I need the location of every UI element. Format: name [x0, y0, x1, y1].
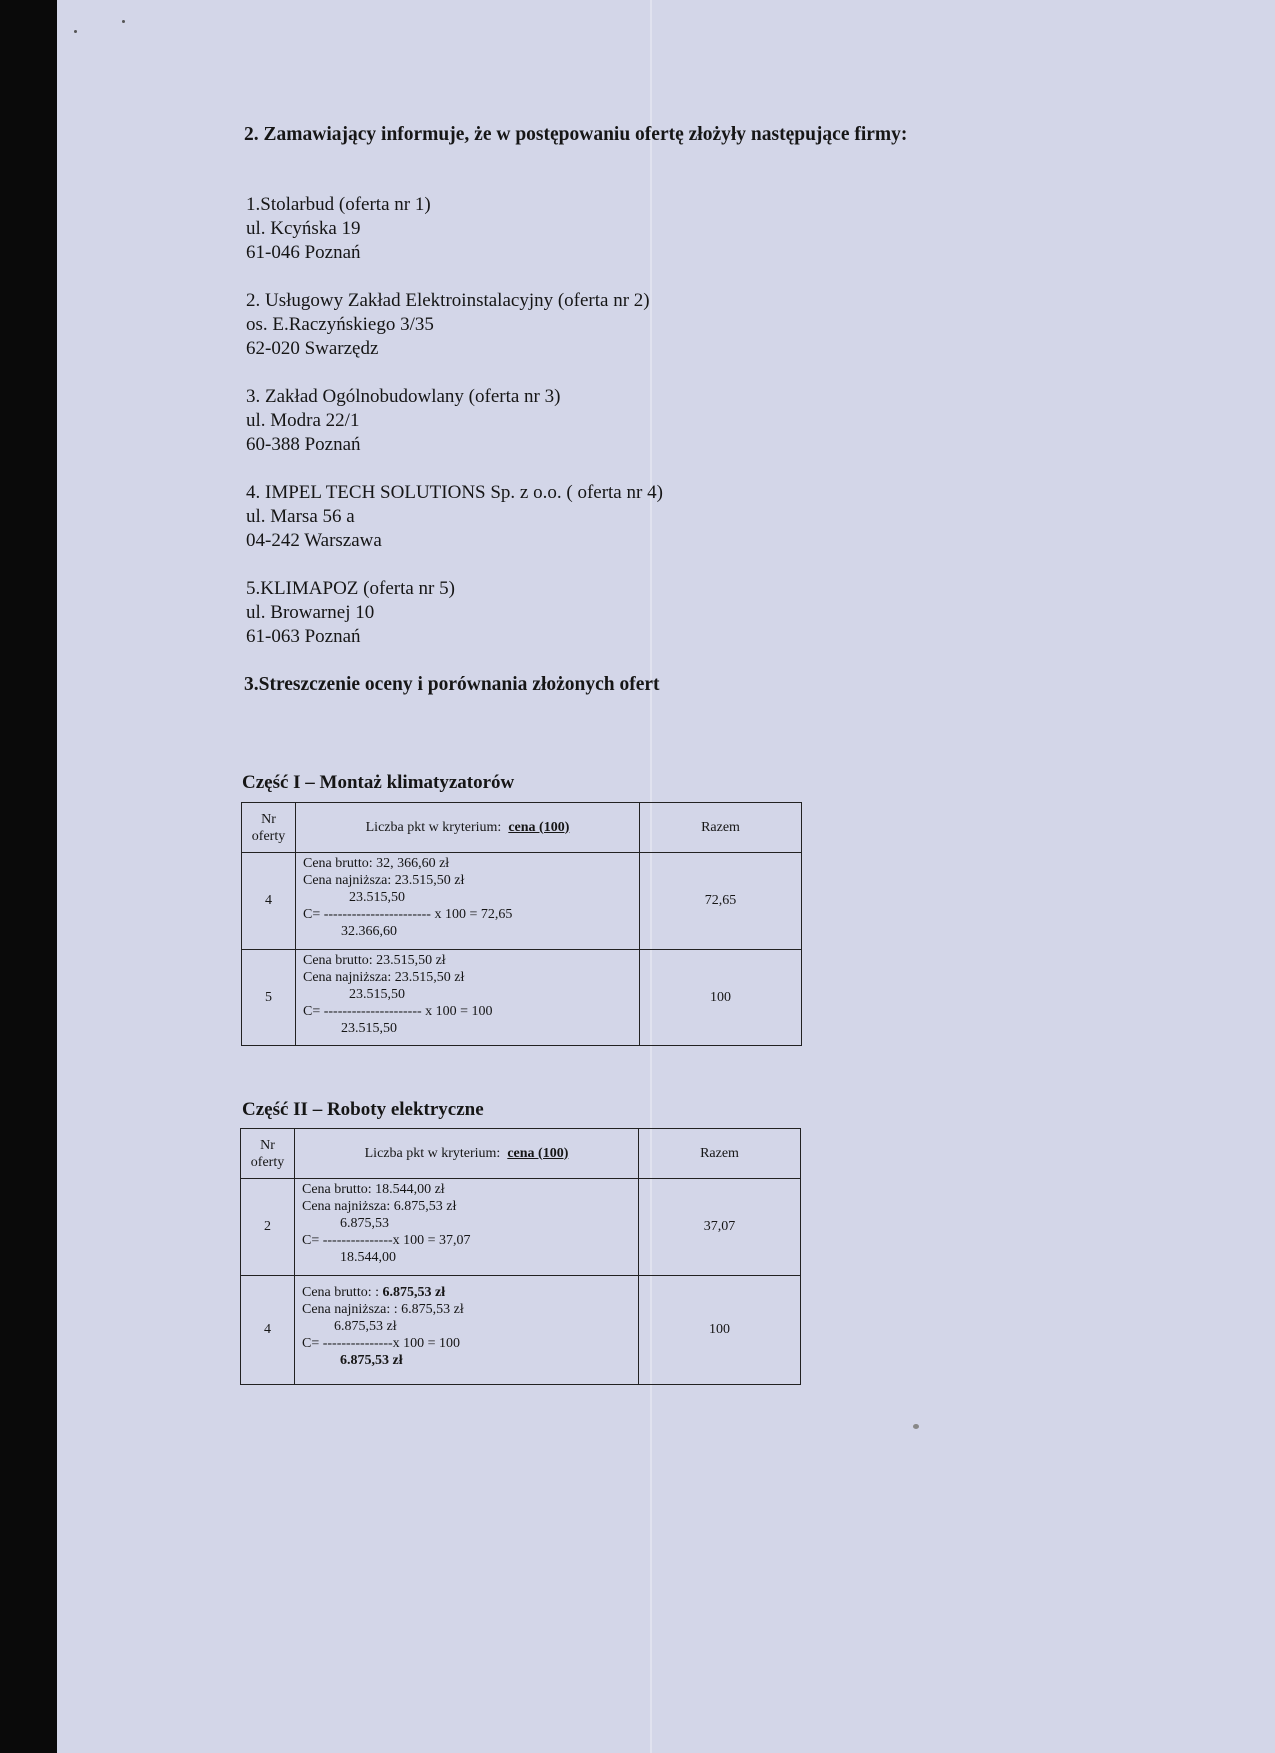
- firm-city: 62-020 Swarzędz: [246, 338, 379, 359]
- firm-name: 4. IMPEL TECH SOLUTIONS Sp. z o.o. ( oferta nr 4): [246, 482, 663, 503]
- firm-name: 5.KLIMAPOZ (oferta nr 5): [246, 578, 455, 599]
- header-nr-line2: oferty: [251, 828, 286, 844]
- scan-speck: [122, 20, 125, 23]
- header-criterion-label: Liczba pkt w kryterium:: [365, 819, 502, 835]
- row-sum: 37,07: [639, 1179, 801, 1276]
- firm-street: ul. Browarnej 10: [246, 602, 375, 623]
- calc-lowest-price: Cena najniższa: : 6.875,53 zł: [302, 1302, 464, 1317]
- calc-numerator: 23.515,50: [349, 987, 405, 1002]
- firm-name: 3. Zakład Ogólnobudowlany (oferta nr 3): [246, 386, 561, 407]
- calc-gross-price: Cena brutto: 23.515,50 zł: [303, 953, 446, 968]
- table-header-row: [242, 803, 802, 853]
- firms-list: [246, 193, 663, 673]
- calc-gross-price: [302, 1284, 638, 1301]
- part-2-title: Część II – Roboty elektryczne: [242, 1099, 484, 1120]
- header-criterion-value: cena (100): [508, 819, 570, 835]
- calc-formula: C= --------------------- x 100 = 100: [303, 1004, 493, 1019]
- header-criterion: [296, 803, 640, 853]
- row-offer-nr: 5: [242, 950, 296, 1046]
- header-criterion-label: Liczba pkt w kryterium:: [364, 1145, 501, 1161]
- header-nr-line2: oferty: [250, 1154, 285, 1170]
- firm-name: 1.Stolarbud (oferta nr 1): [246, 194, 431, 215]
- header-nr-line1: Nr: [260, 1137, 275, 1153]
- firm-city: 61-046 Poznań: [246, 242, 361, 263]
- header-nr: [242, 803, 296, 853]
- section-2-heading: 2. Zamawiający informuje, że w postępowaniu ofertę złożyły następujące firmy:: [244, 124, 908, 145]
- firm-street: ul. Kcyńska 19: [246, 218, 361, 239]
- header-criterion-value: cena (100): [507, 1145, 569, 1161]
- calc-formula: C= ---------------x 100 = 37,07: [302, 1233, 471, 1248]
- header-sum: Razem: [640, 803, 802, 853]
- table-header-row: [241, 1129, 801, 1179]
- header-criterion: [295, 1129, 639, 1179]
- calc-formula: C= ----------------------- x 100 = 72,65: [303, 907, 513, 922]
- calc-denominator: 32.366,60: [341, 924, 397, 939]
- scan-speck: [913, 1424, 919, 1429]
- firm-entry: [246, 577, 663, 649]
- row-offer-nr: 4: [241, 1276, 295, 1385]
- firm-city: 60-388 Poznań: [246, 434, 361, 455]
- section-3-heading: 3.Streszczenie oceny i porównania złożonych ofert: [244, 674, 660, 695]
- table-row: [241, 1179, 801, 1276]
- table-row: [242, 950, 802, 1046]
- calc-gross-price-label: Cena brutto: :: [302, 1285, 379, 1300]
- scan-edge-bar: [0, 0, 57, 1753]
- firm-street: ul. Modra 22/1: [246, 410, 360, 431]
- table-row: [241, 1276, 801, 1385]
- part-2-table: [240, 1128, 801, 1385]
- header-nr-line1: Nr: [261, 811, 276, 827]
- row-calculation: [295, 1179, 639, 1276]
- row-sum: 100: [639, 1276, 801, 1385]
- firm-street: ul. Marsa 56 a: [246, 506, 355, 527]
- calc-gross-price-value: 6.875,53 zł: [382, 1285, 446, 1300]
- row-offer-nr: 4: [242, 853, 296, 950]
- calc-numerator: 6.875,53 zł: [334, 1319, 397, 1334]
- calc-lowest-price: Cena najniższa: 23.515,50 zł: [303, 970, 465, 985]
- part-1-title: Część I – Montaż klimatyzatorów: [242, 772, 515, 793]
- header-nr: [241, 1129, 295, 1179]
- firm-name: 2. Usługowy Zakład Elektroinstalacyjny (oferta nr 2): [246, 290, 650, 311]
- calc-denominator: 6.875,53 zł: [340, 1353, 403, 1368]
- calc-denominator: 23.515,50: [341, 1021, 397, 1036]
- calc-numerator: 6.875,53: [340, 1216, 389, 1231]
- firm-street: os. E.Raczyńskiego 3/35: [246, 314, 434, 335]
- calc-lowest-price: Cena najniższa: 23.515,50 zł: [303, 873, 465, 888]
- row-sum: 100: [640, 950, 802, 1046]
- calc-gross-price: Cena brutto: 32, 366,60 zł: [303, 856, 450, 871]
- calc-formula: C= ---------------x 100 = 100: [302, 1336, 461, 1351]
- firm-entry: [246, 385, 663, 457]
- row-calculation: [295, 1276, 639, 1385]
- scan-speck: [74, 30, 77, 33]
- calc-denominator: 18.544,00: [340, 1250, 396, 1265]
- calc-lowest-price: Cena najniższa: 6.875,53 zł: [302, 1199, 457, 1214]
- row-calculation: [296, 950, 640, 1046]
- table-row: [242, 853, 802, 950]
- part-1-table: [241, 802, 802, 1046]
- header-sum: Razem: [639, 1129, 801, 1179]
- firm-city: 04-242 Warszawa: [246, 530, 382, 551]
- firm-entry: [246, 193, 663, 265]
- firm-entry: [246, 289, 663, 361]
- firm-entry: [246, 481, 663, 553]
- row-offer-nr: 2: [241, 1179, 295, 1276]
- calc-gross-price: Cena brutto: 18.544,00 zł: [302, 1182, 445, 1197]
- row-calculation: [296, 853, 640, 950]
- firm-city: 61-063 Poznań: [246, 626, 361, 647]
- calc-numerator: 23.515,50: [349, 890, 405, 905]
- row-sum: 72,65: [640, 853, 802, 950]
